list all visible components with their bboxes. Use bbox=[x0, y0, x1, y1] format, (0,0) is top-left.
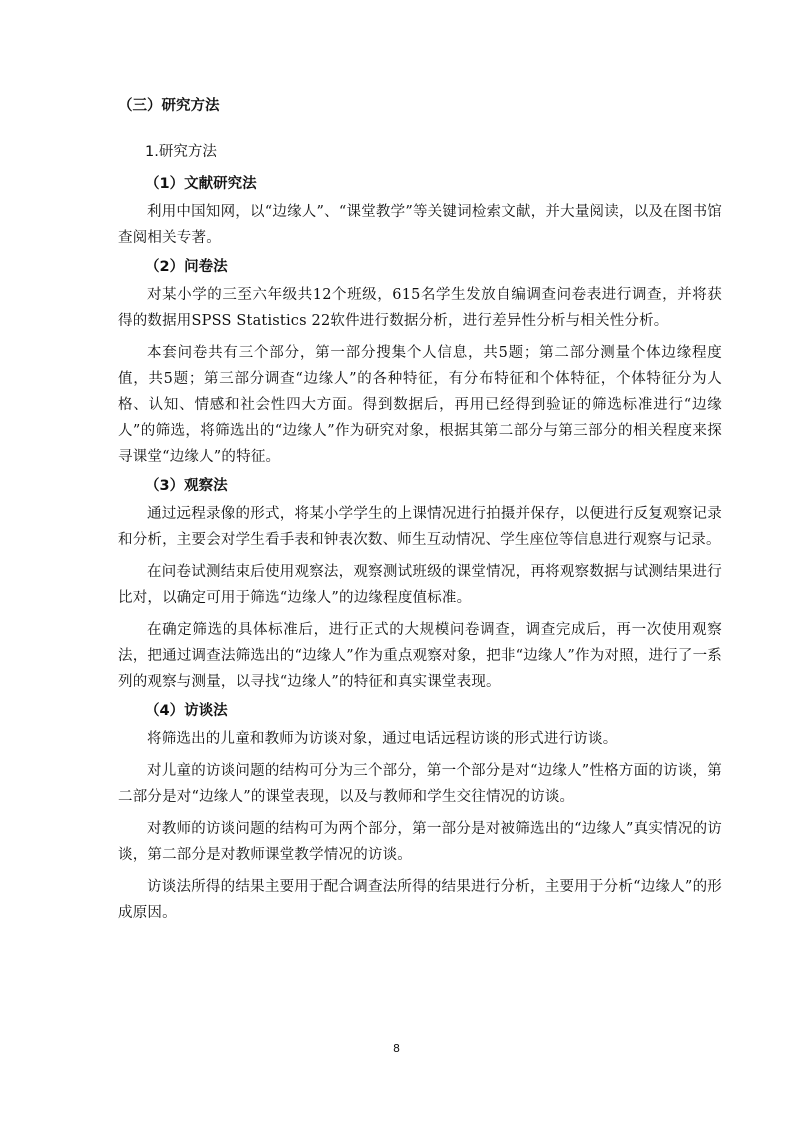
paragraph: 在确定筛选的具体标准后，进行正式的大规模问卷调查，调查完成后，再一次使用观察法，把通过调查法筛选出的“边缘人”作为重点观察对象，把非“边缘人”作为对照，进行了一系列的观察与测量，以寻找“边缘人”的特征和真实课堂表现。 bbox=[118, 622, 722, 690]
paragraph: 对教师的访谈问题的结构可为两个部分，第一部分是对被筛选出的“边缘人”真实情况的访谈，第二部分是对教师课堂教学情况的访谈。 bbox=[118, 821, 722, 863]
page-content bbox=[118, 96, 722, 932]
method-title: （3）观察法 bbox=[145, 478, 228, 494]
paragraph: 在问卷试测结束后使用观察法，观察测试班级的课堂情况，再将观察数据与试测结果进行比对，以确定可用于筛选“边缘人”的边缘程度值标准。 bbox=[118, 564, 722, 606]
method-title: （2）问卷法 bbox=[145, 259, 228, 275]
paragraph: 访谈法所得的结果主要用于配合调查法所得的结果进行分析，主要用于分析“边缘人”的形成原因。 bbox=[118, 879, 722, 921]
method-section-interview bbox=[118, 701, 722, 926]
method-section-literature bbox=[118, 174, 722, 251]
section-heading: （三）研究方法 bbox=[118, 98, 220, 114]
method-section-questionnaire bbox=[118, 257, 722, 470]
subsection-heading: 1.研究方法 bbox=[145, 144, 217, 160]
paragraph: 对儿童的访谈问题的结构可分为三个部分，第一个部分是对“边缘人”性格方面的访谈，第二部分是对“边缘人”的课堂表现，以及与教师和学生交往情况的访谈。 bbox=[118, 763, 722, 805]
paragraph: 对某小学的三至六年级共12个班级，615名学生发放自编调查问卷表进行调查，并将获得的数据用SPSS Statistics 22软件进行数据分析，进行差异性分析与相关性分析。 bbox=[118, 287, 722, 329]
method-section-observation bbox=[118, 476, 722, 695]
paragraph: 本套问卷共有三个部分，第一部分搜集个人信息，共5题；第二部分测量个体边缘程度值，共5题；第三部分调查“边缘人”的各种特征，有分布特征和个体特征，个体特征分为人格、认知、情感和社会性四大方面。得到数据后，再用已经得到验证的筛选标准进行“边缘人”的筛选，将筛选出的“边缘人”作为研究对象，根据其第二部分与第三部分的相关程度来探寻课堂“边缘人”的特征。 bbox=[118, 345, 722, 465]
paragraph: 通过远程录像的形式，将某小学学生的上课情况进行拍摄并保存，以便进行反复观察记录和分析，主要会对学生看手表和钟表次数、师生互动情况、学生座位等信息进行观察与记录。 bbox=[118, 506, 722, 548]
paragraph: 将筛选出的儿童和教师为访谈对象，通过电话远程访谈的形式进行访谈。 bbox=[147, 731, 618, 747]
paragraph: 利用中国知网，以“边缘人”、“课堂教学”等关键词检索文献，并大量阅读，以及在图书馆查阅相关专著。 bbox=[118, 204, 722, 246]
method-title: （4）访谈法 bbox=[145, 703, 228, 719]
page-number: 8 bbox=[393, 1042, 400, 1055]
method-title: （1）文献研究法 bbox=[145, 176, 257, 192]
